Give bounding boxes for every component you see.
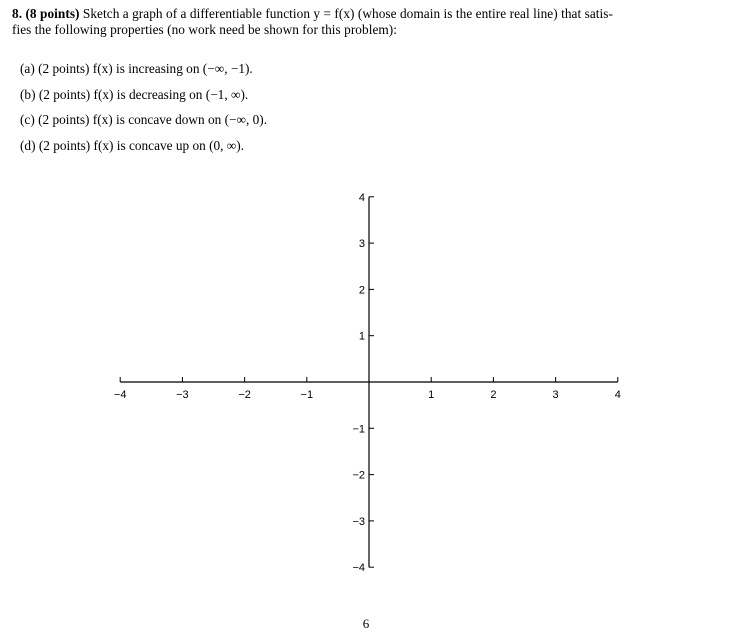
problem-points: (8 points) <box>25 6 80 21</box>
y-tick-label: 2 <box>358 284 365 297</box>
y-tick-label: −1 <box>352 423 365 436</box>
problem-text-line2: fies the following properties (no work need be shown for this problem): <box>12 22 398 37</box>
part-points: (2 points) <box>38 61 90 76</box>
part-text: f(x) is increasing on (−∞, −1). <box>92 61 253 76</box>
problem-text-line1: Sketch a graph of a differentiable function y = f(x) (whose domain is the entire real line) that satis- <box>82 6 613 21</box>
y-tick-label: −4 <box>352 562 365 575</box>
part-text: f(x) is concave up on (0, ∞). <box>93 137 245 153</box>
y-tick-label: −2 <box>352 469 365 482</box>
problem-number: 8. <box>12 6 23 21</box>
x-tick-label: −2 <box>238 389 251 401</box>
x-tick-label: −1 <box>300 389 314 401</box>
part-text: f(x) is decreasing on (−1, ∞). <box>93 86 249 102</box>
part-label: (d) <box>20 137 36 153</box>
x-tick-label: −4 <box>113 389 127 401</box>
part-label: (b) <box>20 86 36 102</box>
y-tick-label: −3 <box>352 515 365 528</box>
x-tick-label: 3 <box>552 389 559 401</box>
part-points: (2 points) <box>38 137 91 153</box>
x-tick-label: 1 <box>428 389 435 401</box>
page-number: 6 <box>362 616 370 631</box>
part-points: (2 points) <box>38 86 91 102</box>
part-text: f(x) is concave down on (−∞, 0). <box>92 112 268 127</box>
x-tick-label: −3 <box>176 389 189 401</box>
y-tick-label: 4 <box>358 191 365 204</box>
y-tick-label: 3 <box>358 238 365 251</box>
y-tick-label: 1 <box>358 330 365 343</box>
part-label: (a) <box>20 61 35 76</box>
part-label: (c) <box>20 112 35 127</box>
x-tick-label: 2 <box>490 389 497 401</box>
x-tick-label: 4 <box>614 389 621 401</box>
part-points: (2 points) <box>38 112 90 127</box>
